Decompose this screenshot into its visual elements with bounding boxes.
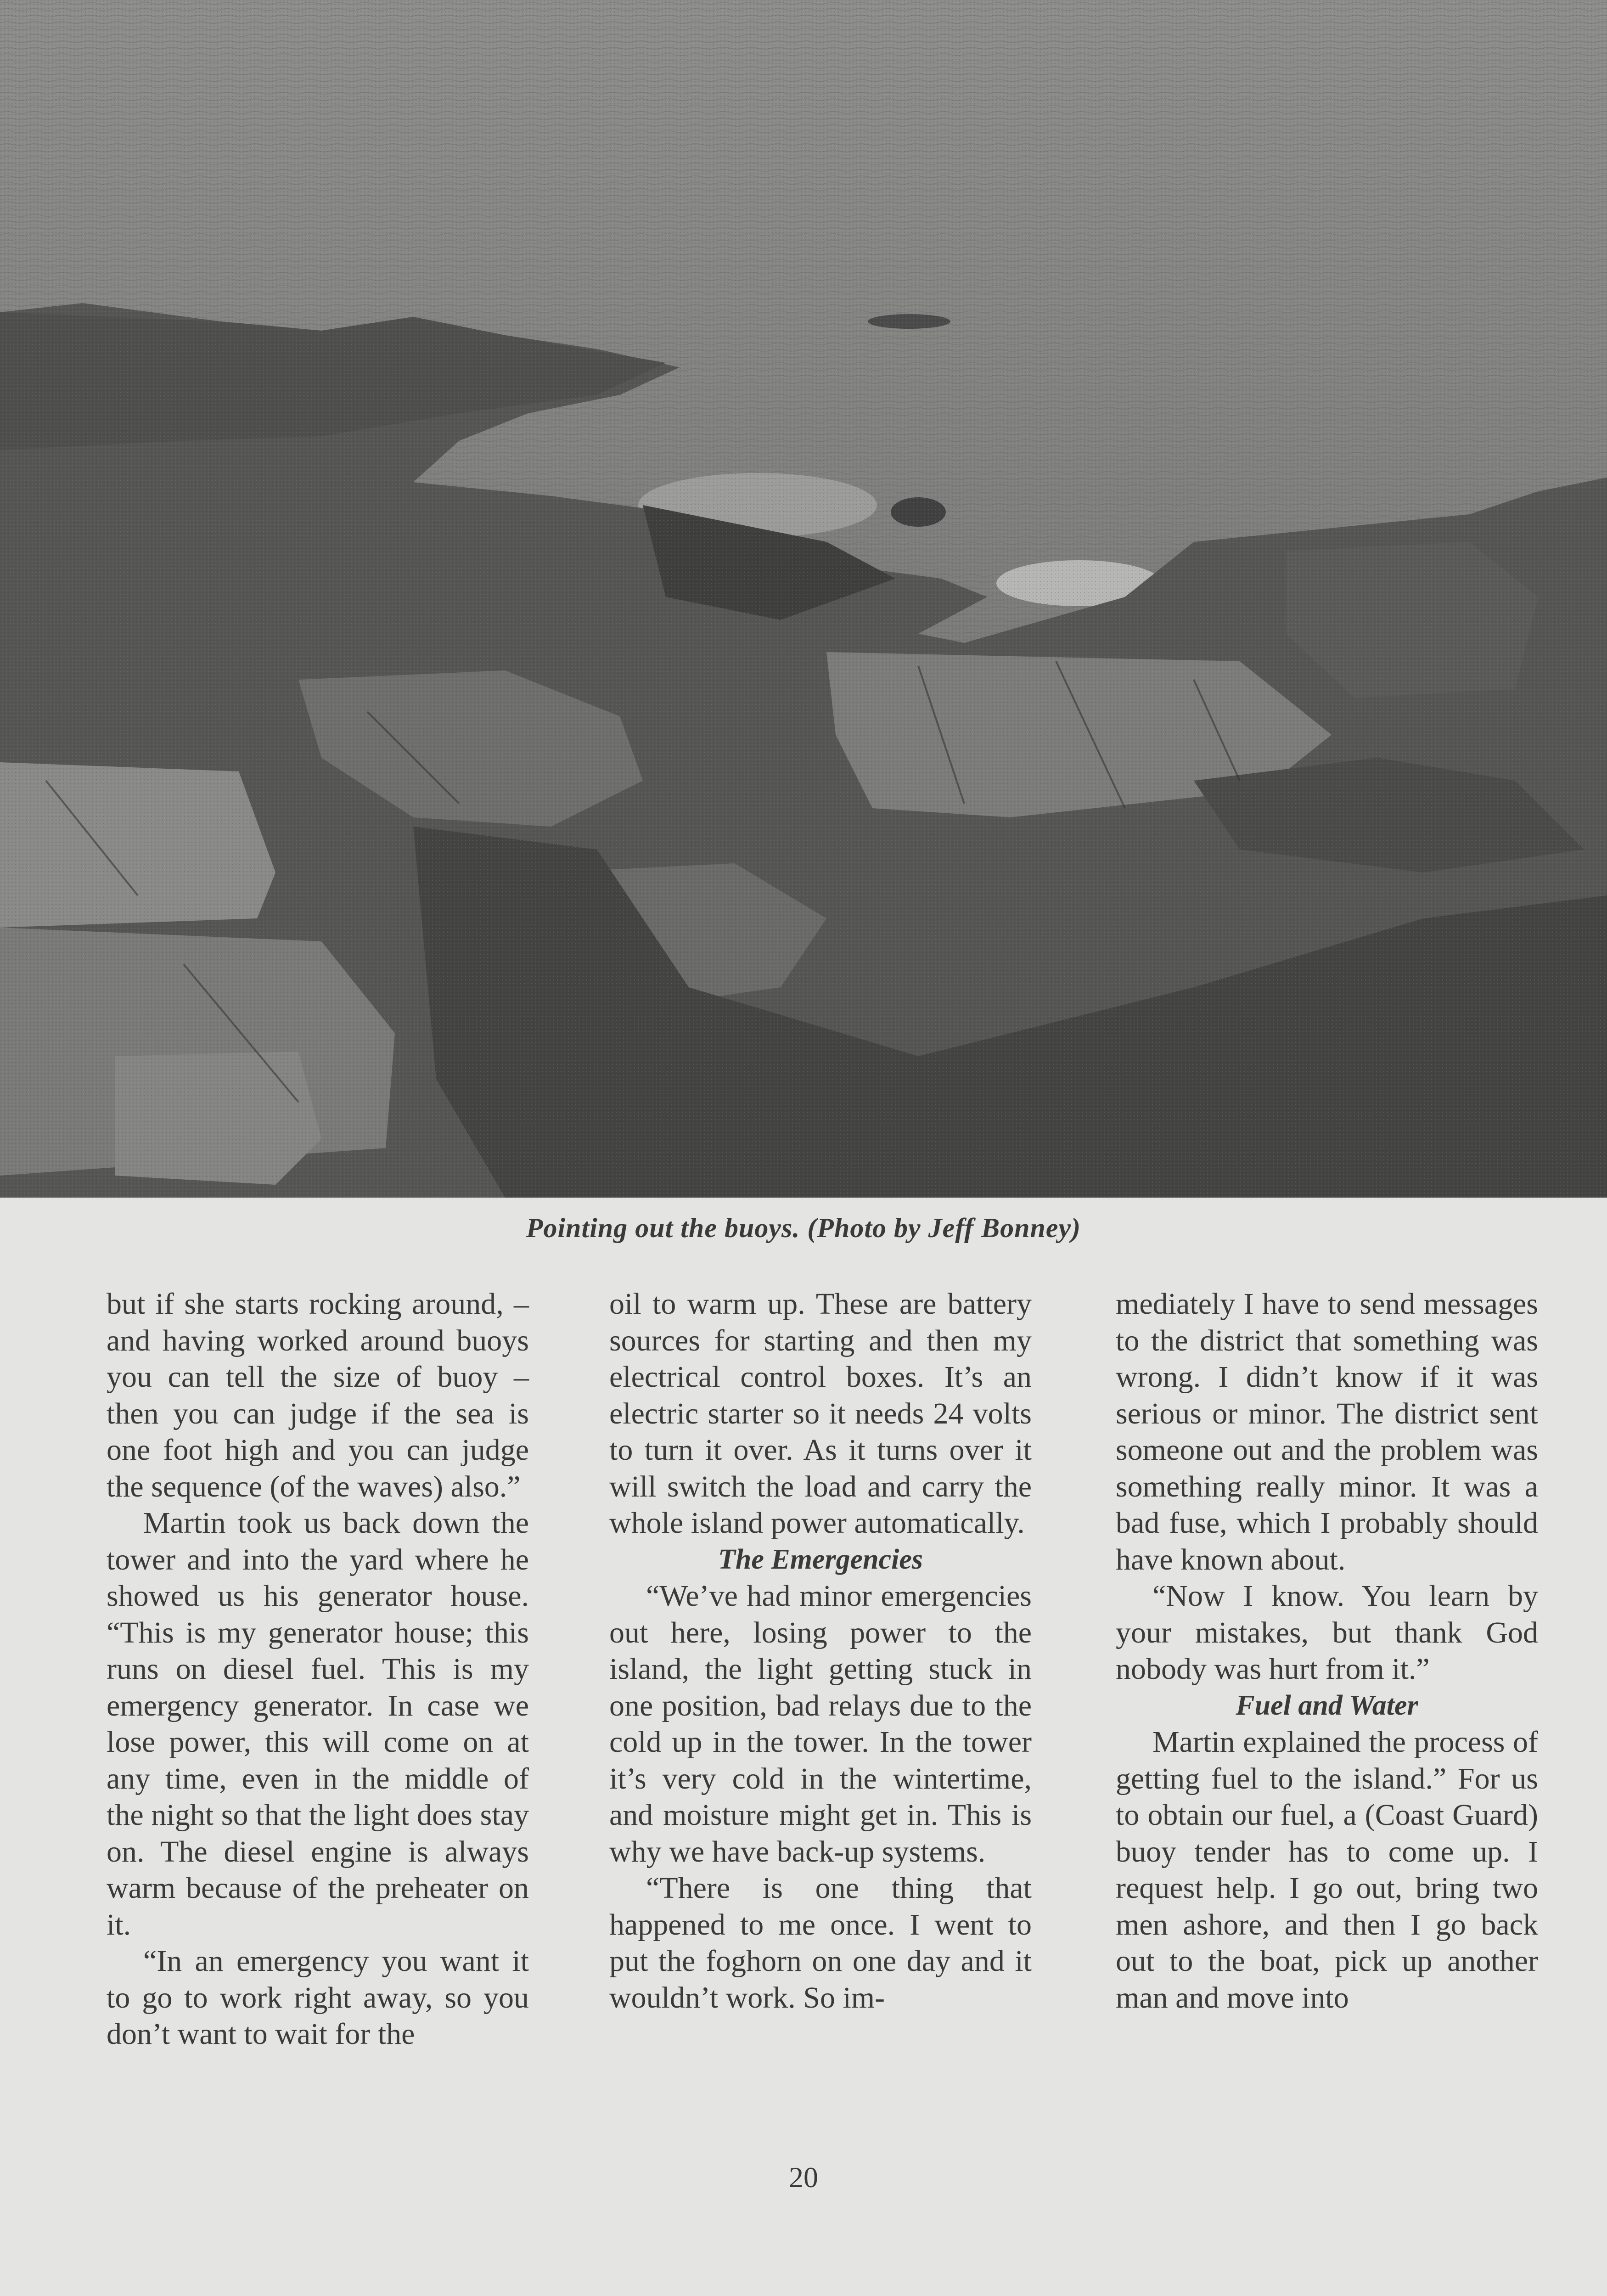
paragraph: “In an emergency you want it to go to work right away, so you don’t want to wait for the [107, 1944, 529, 2051]
paragraph: oil to warm up. These are battery sources for starting and then my electrical control boxes. It’s an electric starter so it needs 24 volts to turn it over. As it turns over it will switch the load and carry the whole island power automatically. [609, 1287, 1032, 1540]
paragraph: “There is one thing that happened to me once. I went to put the foghorn on one day and it wouldn’t work. So im- [609, 1871, 1032, 2015]
paragraph: Martin explained the process of getting fuel to the island.” For us to obtain our fuel, a (Coast Guard) buoy tender has to come up. I request help. I go out, bring two men ashore, and then I go back out to the boat, pick up another man and move into [1116, 1725, 1538, 2015]
text-column-1 [107, 1286, 529, 2053]
paragraph: but if she starts rocking around, – and having worked around buoys you can tell the size of buoy – then you can judge if the sea is one foot high and you can judge the sequence (of the waves) also.” [107, 1287, 529, 1503]
photo-caption: Pointing out the buoys. (Photo by Jeff Bonney) [526, 1213, 1081, 1243]
section-heading-fuel-and-water: Fuel and Water [1236, 1689, 1418, 1721]
text-column-2 [609, 1286, 1032, 2016]
paragraph: Martin took us back down the tower and into the yard where he showed us his generator house. “This is my generator house; this runs on diesel fuel. This is my emergency generator. In case we lose power, this will come on at any time, even in the middle of the night so that the light does stay on. The diesel engine is always warm because of the preheater on it. [107, 1506, 529, 1941]
paragraph: “Now I know. You learn by your mistakes, but thank God nobody was hurt from it.” [1116, 1579, 1538, 1686]
paragraph: “We’ve had minor emergencies out here, losing power to the island, the light getting stuck in one position, bad relays due to the cold up in the tower. In the tower it’s very cold in the wintertime, and moisture might get in. This is why we have back-up systems. [609, 1579, 1032, 1868]
section-heading-emergencies: The Emergencies [718, 1543, 923, 1575]
text-column-3 [1116, 1286, 1538, 2016]
page-number: 20 [789, 2161, 818, 2194]
paragraph: mediately I have to send messages to the district that something was wrong. I didn’t know if it was serious or minor. The district sent someone out and the problem was something really minor. It was a bad fuse, which I probably should have known about. [1116, 1287, 1538, 1576]
